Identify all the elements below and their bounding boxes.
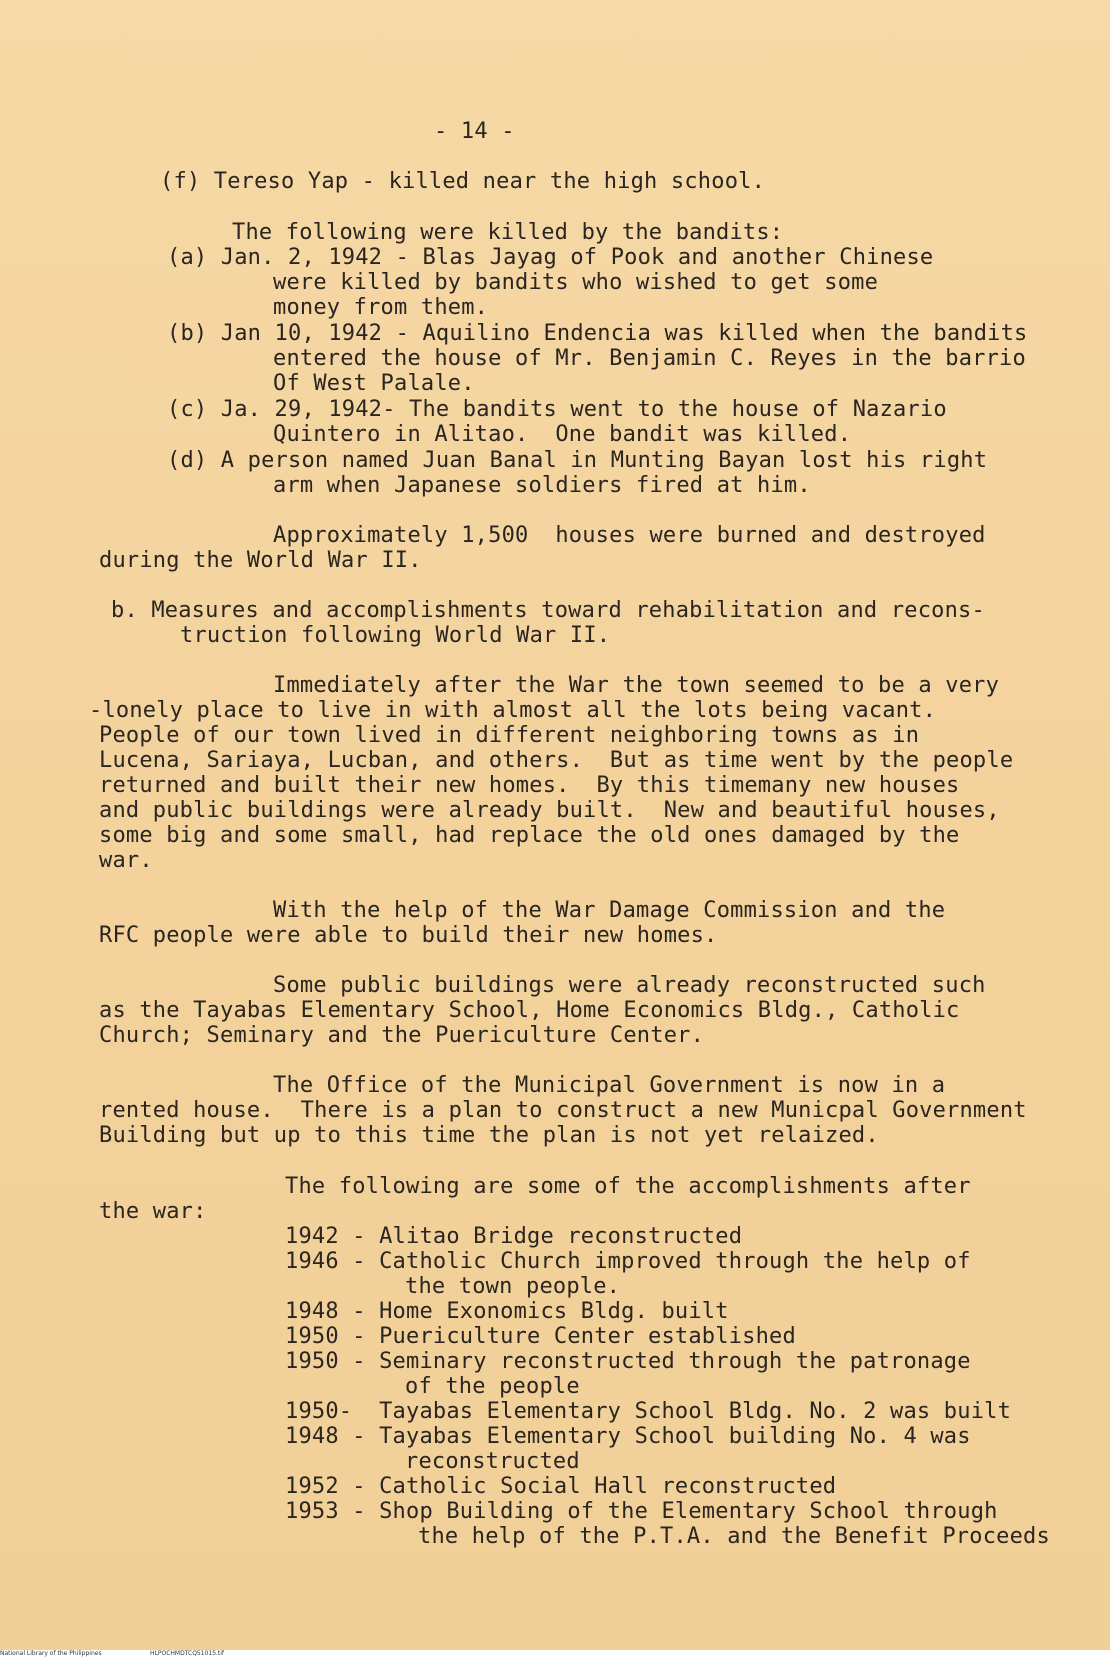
timeline-item-cont: reconstructed <box>405 1449 580 1474</box>
list-item-b-cont: Of West Palale. <box>273 371 475 396</box>
timeline-item: 1952 - Catholic Social Hall reconstructed <box>285 1474 837 1499</box>
list-item-a-cont: were killed by bandits who wished to get some <box>273 270 879 295</box>
paragraph-line: Immediately after the War the town seemed to be a very <box>273 673 1000 698</box>
section-heading: b. Measures and accomplishments toward rehabilitation and recons- <box>111 598 985 623</box>
timeline-item: 1950 - Seminary reconstructed through the patronage <box>285 1349 971 1374</box>
paragraph-line: rented house. There is a plan to construct a new Municpal Government <box>99 1098 1027 1123</box>
paragraph-line: the war: <box>99 1199 207 1224</box>
footer-source: National Library of the Philippines <box>0 1650 102 1657</box>
paragraph-line: -lonely place to live in with almost all the lots being vacant. <box>89 698 937 723</box>
list-item-d-cont: arm when Japanese soldiers fired at him. <box>273 473 811 498</box>
paragraph-line: returned and built their new homes. By this timemany new houses <box>99 773 960 798</box>
paragraph-line: war. <box>99 848 153 873</box>
paragraph-line: during the World War II. <box>99 548 422 573</box>
page-number: - 14 - <box>434 119 515 144</box>
footer-file: HLPOCHMDTCQ51015.tif <box>150 1650 225 1657</box>
section-heading-cont: truction following World War II. <box>180 623 611 648</box>
timeline-item: 1946 - Catholic Church improved through the help of <box>285 1249 971 1274</box>
timeline-item: 1948 - Home Exonomics Bldg. built <box>285 1299 729 1324</box>
timeline-item-cont: of the people <box>405 1374 580 1399</box>
list-item-c-cont: Quintero in Alitao. One bandit was killed. <box>273 422 852 447</box>
paragraph-line: and public buildings were already built. New and beautiful houses, <box>99 798 1000 823</box>
timeline-item: 1953 - Shop Building of the Elementary School through <box>285 1499 998 1524</box>
timeline-item: 1950 - Puericulture Center established <box>285 1324 796 1349</box>
paragraph-line: Church; Seminary and the Puericulture Center. <box>99 1023 705 1048</box>
paragraph-line: Some public buildings were already reconstructed such <box>273 973 986 998</box>
list-item-b-cont: entered the house of Mr. Benjamin C. Reyes in the barrio <box>273 346 1026 371</box>
paragraph-line: RFC people were able to build their new homes. <box>99 923 718 948</box>
paragraph-line: With the help of the War Damage Commission and the <box>273 898 946 923</box>
paragraph-line: The following are some of the accomplishments after <box>285 1174 971 1199</box>
timeline-item-cont: the help of the P.T.A. and the Benefit Proceeds <box>418 1524 1050 1549</box>
paragraph-line: People of our town lived in different neighboring towns as in <box>99 723 920 748</box>
list-item-a-cont: money from them. <box>273 295 489 320</box>
list-item-b: (b) Jan 10, 1942 - Aquilino Endencia was killed when the bandits <box>167 321 1028 346</box>
list-item-a: (a) Jan. 2, 1942 - Blas Jayag of Pook and another Chinese <box>167 245 934 270</box>
paragraph-line: Building but up to this time the plan is not yet relaized. <box>99 1123 879 1148</box>
list-item-c: (c) Ja. 29, 1942- The bandits went to the house of Nazario <box>167 397 947 422</box>
paragraph-line: as the Tayabas Elementary School, Home Economics Bldg., Catholic <box>99 998 960 1023</box>
paragraph-line: The Office of the Municipal Government is now in a <box>273 1073 946 1098</box>
scan-footer <box>0 1650 1110 1658</box>
paragraph-line: The following were killed by the bandits: <box>232 220 784 245</box>
timeline-item: 1948 - Tayabas Elementary School building No. 4 was <box>285 1424 971 1449</box>
timeline-item: 1950- Tayabas Elementary School Bldg. No. 2 was built <box>285 1399 1012 1424</box>
list-item-d: (d) A person named Juan Banal in Munting Bayan lost his right <box>167 448 988 473</box>
timeline-item: 1942 - Alitao Bridge reconstructed <box>285 1224 743 1249</box>
timeline-item-cont: the town people. <box>405 1274 621 1299</box>
list-item-f: (f) Tereso Yap - killed near the high school. <box>160 169 766 194</box>
paragraph-line: Approximately 1,500 houses were burned and destroyed <box>273 523 986 548</box>
paragraph-line: some big and some small, had replace the old ones damaged by the <box>99 823 960 848</box>
paragraph-line: Lucena, Sariaya, Lucban, and others. But as time went by the people <box>99 748 1014 773</box>
